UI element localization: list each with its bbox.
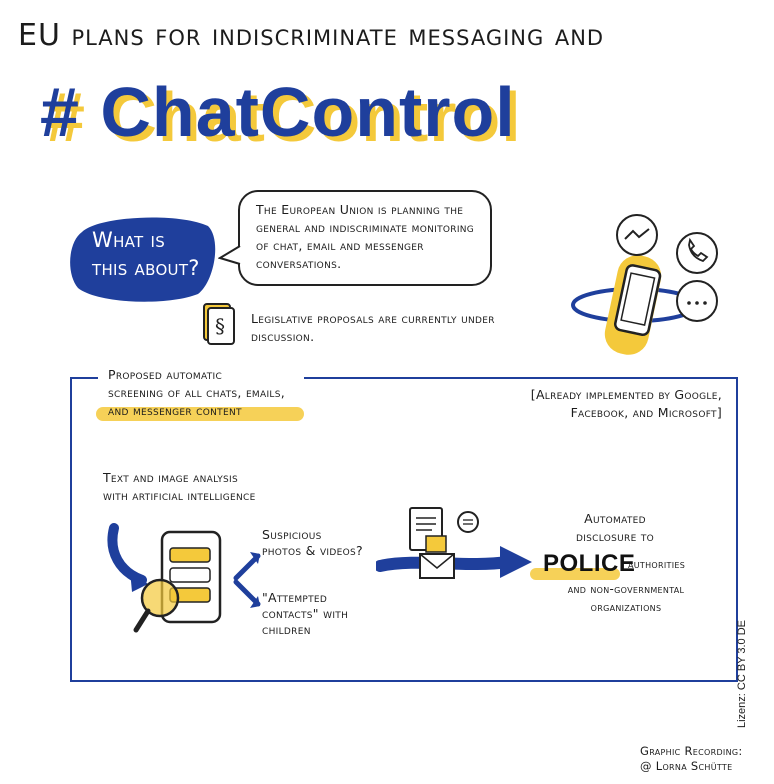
screening-line: screening of all chats, emails, xyxy=(108,385,286,400)
disclosure-text xyxy=(550,510,680,546)
frame-edge xyxy=(70,377,98,379)
suspicious-line: photos & videos? xyxy=(262,543,363,558)
svg-text:§: § xyxy=(215,314,225,338)
transfer-arrow xyxy=(376,502,536,594)
contacts-line: children xyxy=(262,622,311,637)
disclosure-line: disclosure to xyxy=(575,529,655,544)
analysis-text xyxy=(103,469,373,505)
credit-text xyxy=(640,744,760,774)
question-badge-text: What is this about? xyxy=(92,228,200,280)
ngo-text xyxy=(546,580,706,616)
screening-line: and messenger content xyxy=(108,403,242,418)
contacts-text xyxy=(262,590,382,638)
authorities-label: authorities xyxy=(628,557,686,571)
license-label: Lizenz: CC BY 3.0 DE xyxy=(736,619,748,728)
suspicious-text xyxy=(262,527,382,559)
subtitle: EU plans for indiscriminate messaging and xyxy=(18,18,605,53)
ngo-line: and non-governmental xyxy=(567,582,685,596)
paragraph-book-icon xyxy=(200,300,240,346)
frame-edge xyxy=(304,377,736,379)
screening-text xyxy=(108,366,368,420)
bubble-tail xyxy=(218,244,242,268)
page-title: # ChatControl xyxy=(40,73,516,151)
credit-line: Graphic Recording: xyxy=(640,744,743,758)
analysis-line: with artificial intelligence xyxy=(103,488,256,503)
suspicious-line: Suspicious xyxy=(262,527,322,542)
phone-illustration xyxy=(565,205,735,365)
phone-call-icon xyxy=(677,233,717,273)
contacts-line: contacts" with xyxy=(262,606,349,621)
bubble-text: The European Union is planning the general and indiscriminate monitoring of chat, email and messenger conversations. xyxy=(256,202,475,271)
implemented-line: Facebook, and Microsoft] xyxy=(570,405,722,420)
screening-line: Proposed automatic xyxy=(108,367,223,382)
messenger-icon xyxy=(617,215,657,255)
analysis-line: Text and image analysis xyxy=(103,470,238,485)
ngo-line: organizations xyxy=(590,600,662,614)
split-arrows xyxy=(232,550,262,610)
disclosure-line: Automated xyxy=(584,511,646,526)
legislative-text: Legislative proposals are currently under discussion. xyxy=(251,311,495,344)
police-label: POLICE xyxy=(543,550,636,577)
contacts-line: "Attempted xyxy=(262,590,328,605)
chat-dots-icon xyxy=(677,281,717,321)
implemented-line: [Already implemented by Google, xyxy=(530,387,722,402)
credit-line: @ Lorna Schütte xyxy=(640,759,733,773)
implemented-note xyxy=(462,386,722,422)
